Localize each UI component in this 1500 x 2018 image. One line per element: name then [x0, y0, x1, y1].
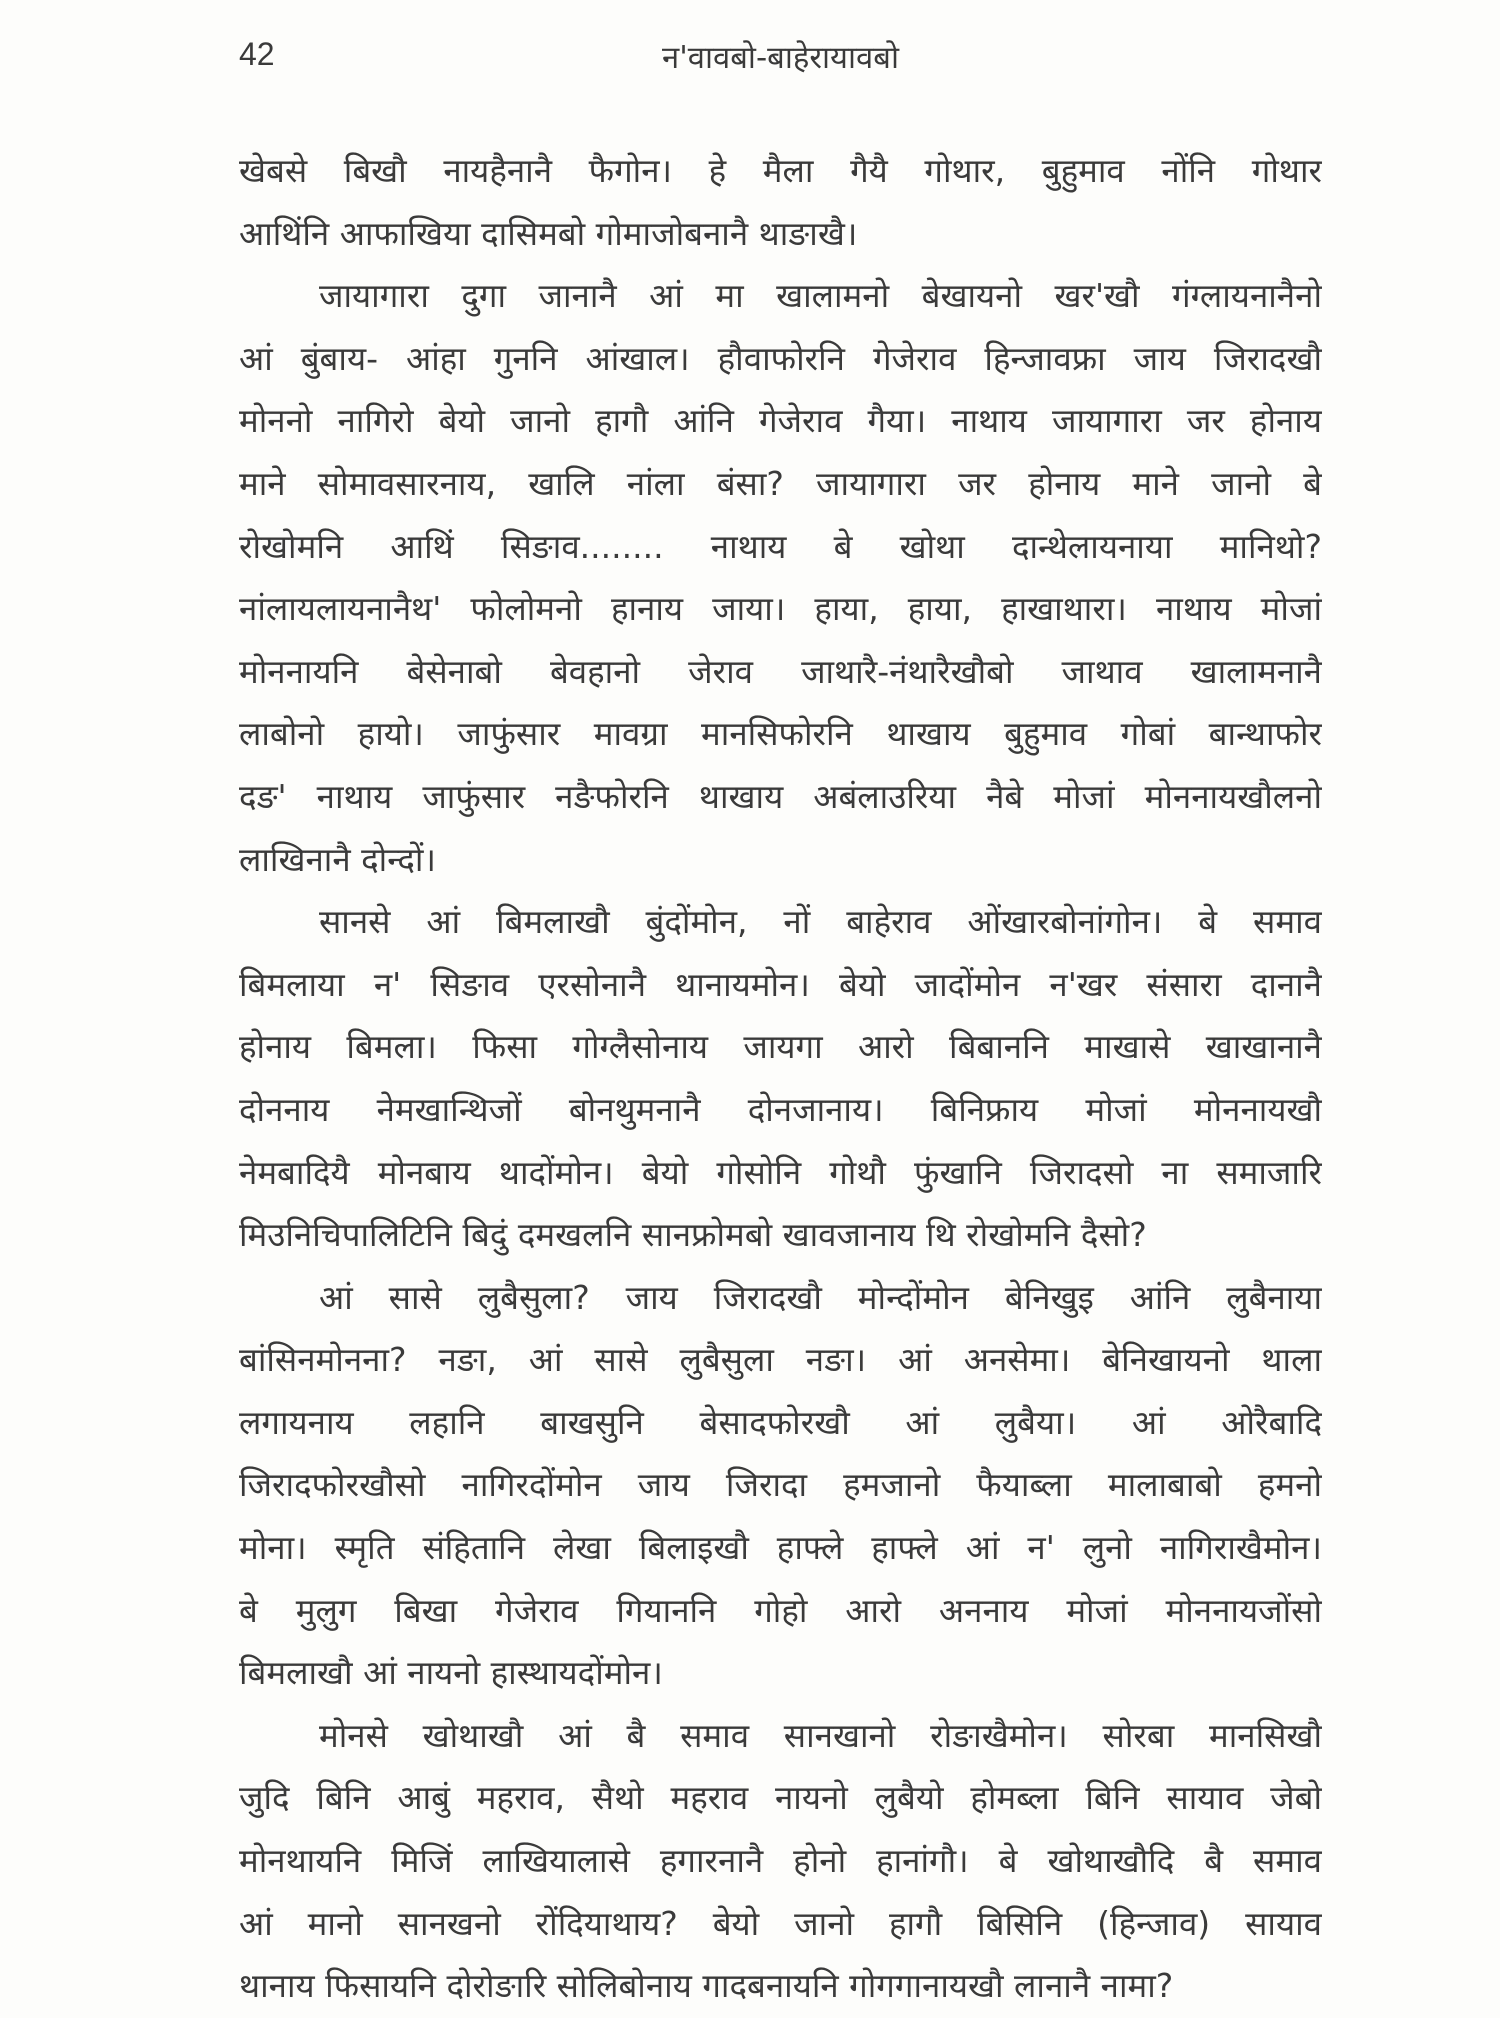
text-line: नांलायलायनानैथ' फोलोमनो हानाय जाया। हाया, हाया, हाखाथारा। नाथाय मोजां	[239, 589, 1322, 629]
running-title: न'वावबो-बाहेरायावबो	[661, 40, 900, 76]
text-line: लाखिनानै दोन्दों।	[239, 839, 436, 879]
paragraph	[239, 265, 1322, 891]
page-number: 42	[239, 36, 275, 72]
paragraph	[239, 1705, 1322, 2018]
text-line: बिमलाखौ आं नायनो हास्थायदोंमोन।	[239, 1653, 663, 1693]
page-body	[239, 140, 1322, 2018]
text-line: रोखोमनि आथिं सिङाव........ नाथाय बे खोथा दान्थेलायनाया मानिथो?	[239, 526, 1322, 566]
text-line: आं मानो सानखनो रोंदियाथाय? बेयो जानो हागौ बिसिनि (हिन्जाव) सायाव	[239, 1903, 1322, 1943]
text-line: दोननाय नेमखान्थिजों बोनथुमनानै दोनजानाय। बिनिफ्राय मोजां मोननायखौ	[239, 1089, 1322, 1129]
text-line: जायागारा दुगा जानानै आं मा खालामनो बेखायनो खर'खौ गंग्लायनानैनो	[319, 276, 1322, 316]
text-line: जिरादफोरखौसो नागिरदोंमोन जाय जिरादा हमजानो फैयाब्ला मालाबाबो हमनो	[239, 1465, 1322, 1505]
text-line: बे मुलुग बिखा गेजेराव गियाननि गोहो आरो अननाय मोजां मोननायजोंसो	[239, 1590, 1322, 1630]
text-line: आं बुंबाय- आंहा गुननि आंखाल। हौवाफोरनि गेजेराव हिन्जावफ्रा जाय जिरादखौ	[239, 338, 1322, 378]
text-line: लगायनाय लहानि बाखसुनि बेसादफोरखौ आं लुबैया। आं ओरैबादि	[239, 1402, 1322, 1442]
text-line: बांसिनमोनना? नङा, आं सासे लुबैसुला नङा। आं अनसेमा। बेनिखायनो थाला	[239, 1340, 1322, 1380]
text-line: मोनथायनि मिजिं लाखियालासे हगारनानै होनो हानांगौ। बे खोथाखौदि बै समाव	[239, 1841, 1322, 1881]
paragraph	[239, 1267, 1322, 1705]
text-line: मोनसे खोथाखौ आं बै समाव सानखानो रोङाखैमोन। सोरबा मानसिखौ	[319, 1715, 1322, 1755]
text-line: आथिंनि आफाखिया दासिमबो गोमाजोबनानै थाङाखै।	[239, 213, 858, 253]
text-line: लाबोनो हायो। जाफुंसार मावग्रा मानसिफोरनि थाखाय बुहुमाव गोबां बान्थाफोर	[239, 714, 1322, 754]
text-line: होनाय बिमला। फिसा गोग्लैसोनाय जायगा आरो बिबाननि माखासे खाखानानै	[239, 1027, 1322, 1067]
text-line: आं सासे लुबैसुला? जाय जिरादखौ मोन्दोंमोन बेनिखुइ आंनि लुबैनाया	[319, 1277, 1322, 1317]
text-line: नेमबादियै मोनबाय थादोंमोन। बेयो गोसोनि गोथौ फुंखानि जिरादसो ना समाजारि	[239, 1152, 1322, 1192]
text-line: थानाय फिसायनि दोरोङारि सोलिबोनाय गादबनायनि गोगगानायखौ लानानै नामा?	[239, 1966, 1174, 2006]
text-line: मोननायनि बेसेनाबो बेवहानो जेराव जाथारै-नंथारैखौबो जाथाव खालामनानै	[239, 651, 1322, 691]
text-line: माने सोमावसारनाय, खालि नांला बंसा? जायागारा जर होनाय माने जानो बे	[239, 463, 1322, 503]
text-line: सानसे आं बिमलाखौ बुंदोंमोन, नों बाहेराव ओंखारबोनांगोन। बे समाव	[319, 902, 1322, 942]
text-line: मिउनिचिपालिटिनि बिदुं दमखलनि सानफ्रोमबो खावजानाय थि रोखोमनि दैसो?	[239, 1215, 1147, 1255]
text-line: मोना। स्मृति संहितानि लेखा बिलाइखौ हाफ्ले हाफ्ले आं न' लुनो नागिराखैमोन।	[239, 1528, 1322, 1568]
text-line: बिमलाया न' सिङाव एरसोनानै थानायमोन। बेयो जादोंमोन न'खर संसारा दानानै	[239, 964, 1322, 1004]
text-line: खेबसे बिखौ नायहैनानै फैगोन। हे मैला गैयै गोथार, बुहुमाव नोंनि गोथार	[239, 151, 1322, 190]
paragraph	[239, 891, 1322, 1267]
text-line: दङ' नाथाय जाफुंसार नङैफोरनि थाखाय अबंलाउरिया नैबे मोजां मोननायखौलनो	[239, 776, 1322, 816]
page-header	[239, 36, 1322, 86]
text-line: जुदि बिनि आबुं महराव, सैथो महराव नायनो लुबैयो होमब्ला बिनि सायाव जेबो	[239, 1778, 1322, 1818]
paragraph	[239, 140, 1322, 265]
text-line: मोननो नागिरो बेयो जानो हागौ आंनि गेजेराव गैया। नाथाय जायागारा जर होनाय	[239, 401, 1322, 441]
